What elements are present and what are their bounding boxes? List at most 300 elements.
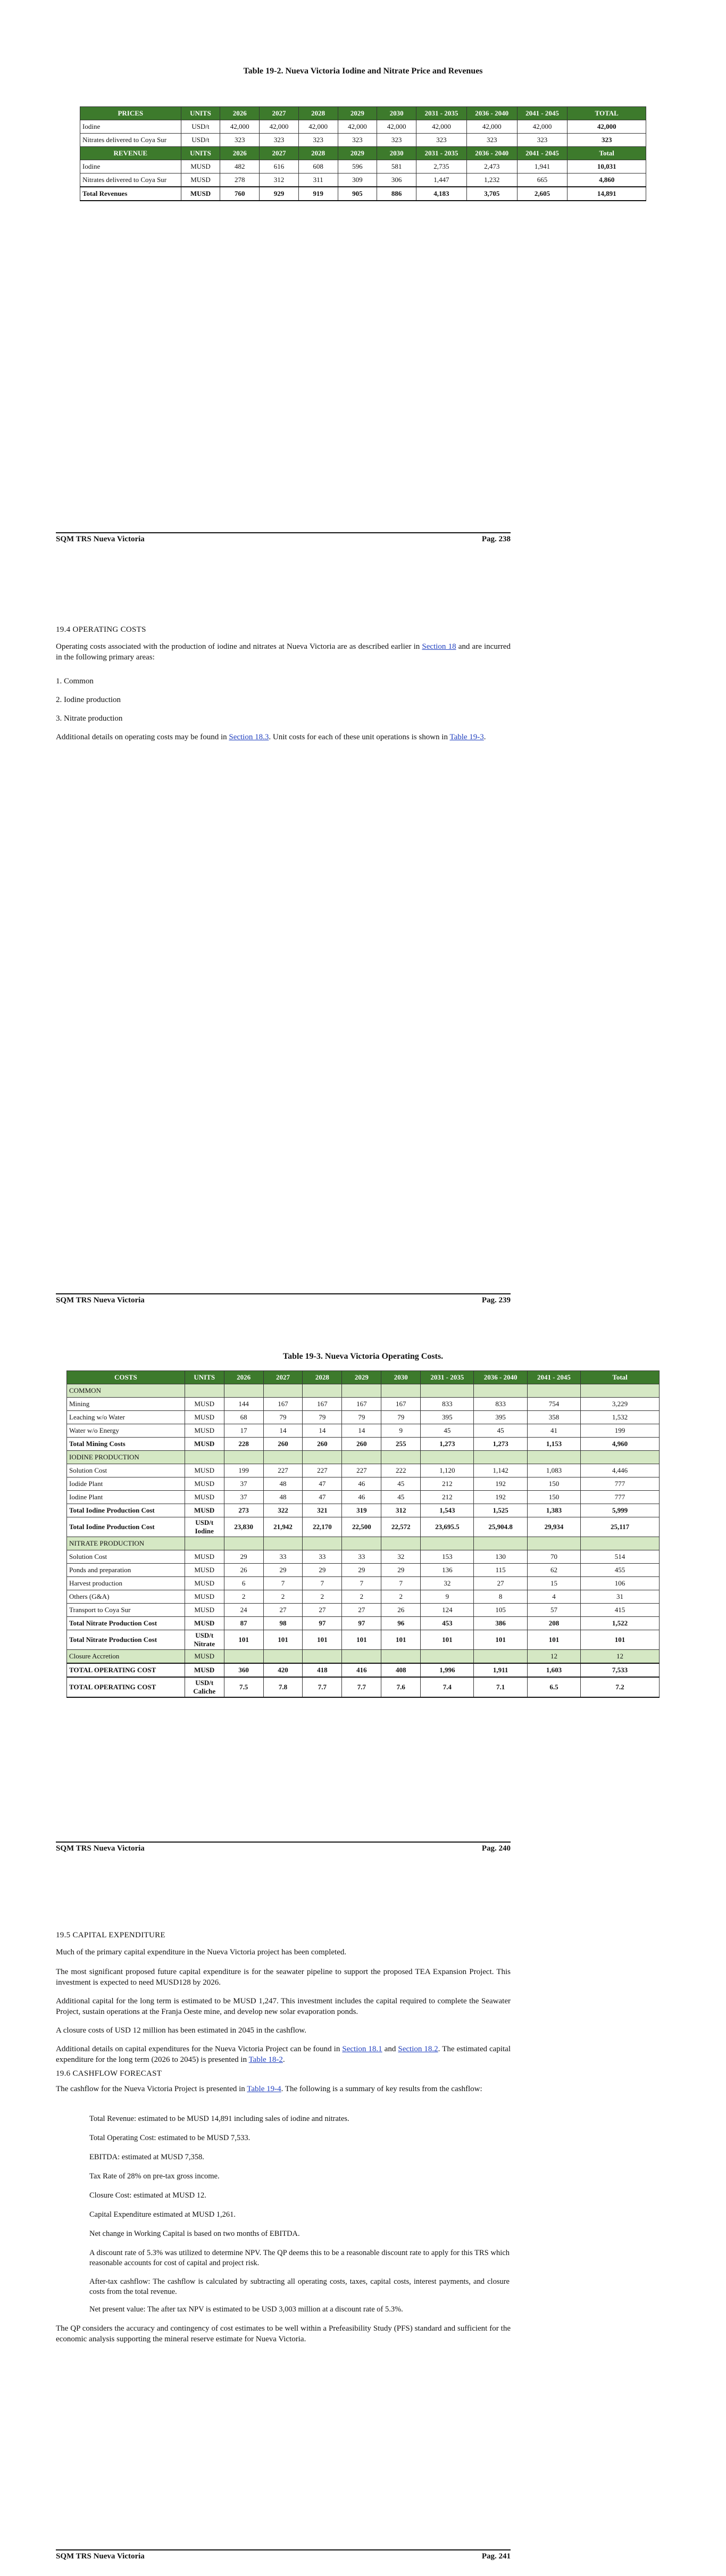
- value-cell: 42,000: [298, 120, 338, 134]
- value-cell: [474, 1650, 527, 1664]
- value-cell: 2029: [338, 147, 377, 160]
- value-cell: 777: [581, 1491, 660, 1504]
- value-cell: 514: [581, 1550, 660, 1564]
- value-cell: 4: [527, 1590, 580, 1604]
- section-row: [67, 1451, 660, 1464]
- value-cell: 33: [263, 1550, 303, 1564]
- empty-cell: [474, 1384, 527, 1398]
- value-cell: 57: [527, 1604, 580, 1617]
- value-cell: 47: [303, 1477, 342, 1491]
- table-19-3-link[interactable]: Table 19-3: [449, 733, 484, 741]
- value-cell: 144: [224, 1398, 263, 1411]
- capex-para-4: A closure costs of USD 12 million has been estimated in 2045 in the cashflow.: [56, 2026, 307, 2035]
- value-cell: 115: [474, 1564, 527, 1577]
- footer-page-number: Pag. 239: [481, 1296, 511, 1304]
- value-cell: 1,383: [527, 1504, 580, 1517]
- subtotal-row: [67, 1438, 660, 1451]
- value-cell: 101: [342, 1630, 381, 1650]
- value-cell: 97: [342, 1617, 381, 1630]
- value-cell: 29: [342, 1564, 381, 1577]
- empty-cell: [581, 1384, 660, 1398]
- value-cell: 7.6: [381, 1677, 421, 1697]
- value-cell: 25,904.8: [474, 1517, 527, 1537]
- value-cell: 37: [224, 1491, 263, 1504]
- empty-cell: [263, 1451, 303, 1464]
- closure-row: [67, 1650, 660, 1664]
- value-cell: 37: [224, 1477, 263, 1491]
- value-cell: 33: [303, 1550, 342, 1564]
- capex-para-3: Additional capital for the long term is estimated to be MUSD 1,247. This investment includes the capital required to complete the Seawater Project, sustain operations at the Franja Oeste mine, and develop new solar evaporation ponds.: [56, 1997, 511, 2016]
- value-cell: 260: [342, 1438, 381, 1451]
- section-18-2-link[interactable]: Section 18.2: [398, 2045, 438, 2053]
- value-cell: [303, 1650, 342, 1664]
- empty-cell: [421, 1451, 474, 1464]
- value-cell: 7: [303, 1577, 342, 1590]
- value-cell: 360: [224, 1663, 263, 1677]
- empty-cell: [263, 1537, 303, 1550]
- value-cell: 101: [527, 1630, 580, 1650]
- empty-cell: [381, 1384, 421, 1398]
- value-cell: 14: [263, 1424, 303, 1438]
- value-cell: 2030: [377, 147, 416, 160]
- value-cell: 2028: [303, 1371, 342, 1384]
- empty-cell: [381, 1451, 421, 1464]
- value-cell: 2026: [220, 147, 260, 160]
- value-cell: 32: [421, 1577, 474, 1590]
- table-18-2-link[interactable]: Table 18-2: [248, 2055, 283, 2064]
- value-cell: 2031 - 2035: [416, 147, 467, 160]
- value-cell: 905: [338, 187, 377, 201]
- cost-row: [67, 1491, 660, 1504]
- empty-cell: [263, 1384, 303, 1398]
- row-label-cell: Harvest production: [67, 1577, 185, 1590]
- value-cell: 14: [303, 1424, 342, 1438]
- value-cell: 2026: [220, 107, 260, 120]
- revenue-header-row: [80, 147, 646, 160]
- value-cell: 12: [581, 1650, 660, 1664]
- value-cell: 415: [581, 1604, 660, 1617]
- value-cell: UNITS: [185, 1371, 224, 1384]
- value-cell: 153: [421, 1550, 474, 1564]
- value-cell: UNITS: [181, 107, 220, 120]
- value-cell: 2029: [338, 107, 377, 120]
- value-cell: 1,447: [416, 174, 467, 187]
- price-revenue-table: [80, 106, 646, 201]
- section-19-4-heading: 19.4 OPERATING COSTS: [56, 625, 146, 634]
- page-footer: [56, 532, 511, 544]
- value-cell: 2031 - 2035: [421, 1371, 474, 1384]
- value-cell: MUSD: [185, 1491, 224, 1504]
- row-label-cell: Total Revenues: [80, 187, 181, 201]
- value-cell: 323: [466, 134, 517, 147]
- value-cell: MUSD: [185, 1464, 224, 1477]
- value-cell: MUSD: [185, 1650, 224, 1664]
- value-cell: 323: [260, 134, 299, 147]
- cashflow-bullet: A discount rate of 5.3% was utilized to determine NPV. The QP deems this to be a reasonable discount rate to apply for this TRS which reasonable accounts for cost of capital and project risk.: [89, 2249, 510, 2267]
- value-cell: 2041 - 2045: [517, 147, 568, 160]
- value-cell: 14: [342, 1424, 381, 1438]
- subtotal-row: [67, 1504, 660, 1517]
- value-cell: 167: [342, 1398, 381, 1411]
- row-label-cell: Iodine: [80, 160, 181, 174]
- row-label-cell: Iodine: [80, 120, 181, 134]
- value-cell: 45: [421, 1424, 474, 1438]
- value-cell: 929: [260, 187, 299, 201]
- value-cell: 358: [527, 1411, 580, 1424]
- value-cell: 306: [377, 174, 416, 187]
- value-cell: 2036 - 2040: [466, 147, 517, 160]
- row-label-cell: Water w/o Energy: [67, 1424, 185, 1438]
- value-cell: 4,446: [581, 1464, 660, 1477]
- value-cell: 29: [224, 1550, 263, 1564]
- value-cell: 2027: [260, 107, 299, 120]
- value-cell: MUSD: [185, 1604, 224, 1617]
- value-cell: 1,083: [527, 1464, 580, 1477]
- table-19-4-link[interactable]: Table 19-4: [247, 2085, 281, 2093]
- value-cell: 79: [263, 1411, 303, 1424]
- empty-cell: [185, 1384, 224, 1398]
- section-row: [67, 1537, 660, 1550]
- value-cell: MUSD: [185, 1577, 224, 1590]
- row-label-cell: Solution Cost: [67, 1464, 185, 1477]
- value-cell: 7.8: [263, 1677, 303, 1697]
- value-cell: 386: [474, 1617, 527, 1630]
- value-cell: 7.4: [421, 1677, 474, 1697]
- value-cell: MUSD: [185, 1590, 224, 1604]
- page-238: [0, 0, 726, 559]
- value-cell: 1,543: [421, 1504, 474, 1517]
- cashflow-bullet: Tax Rate of 28% on pre-tax gross income.: [89, 2172, 220, 2181]
- value-cell: MUSD: [185, 1424, 224, 1438]
- value-cell: 5,999: [581, 1504, 660, 1517]
- value-cell: Total: [581, 1371, 660, 1384]
- value-cell: TOTAL: [568, 107, 646, 120]
- value-cell: 101: [581, 1630, 660, 1650]
- value-cell: 101: [381, 1630, 421, 1650]
- value-cell: 105: [474, 1604, 527, 1617]
- value-cell: 1,232: [466, 174, 517, 187]
- value-cell: 581: [377, 160, 416, 174]
- cost-row: [67, 1464, 660, 1477]
- empty-cell: [185, 1537, 224, 1550]
- value-cell: 273: [224, 1504, 263, 1517]
- value-cell: 27: [474, 1577, 527, 1590]
- value-cell: 27: [303, 1604, 342, 1617]
- empty-cell: [224, 1384, 263, 1398]
- value-cell: 2: [224, 1590, 263, 1604]
- row-label-cell: Mining: [67, 1398, 185, 1411]
- value-cell: 886: [377, 187, 416, 201]
- value-cell: 150: [527, 1477, 580, 1491]
- value-cell: 79: [303, 1411, 342, 1424]
- cashflow-bullet: Total Operating Cost: estimated to be MUSD 7,533.: [89, 2134, 251, 2142]
- value-cell: 1,532: [581, 1411, 660, 1424]
- value-cell: 7.7: [303, 1677, 342, 1697]
- section-label-cell: COMMON: [67, 1384, 185, 1398]
- value-cell: 1,273: [474, 1438, 527, 1451]
- footer-doc-name: SQM TRS Nueva Victoria: [56, 1296, 145, 1304]
- empty-cell: [527, 1384, 580, 1398]
- value-cell: 33: [342, 1550, 381, 1564]
- revenue-row: [80, 160, 646, 174]
- value-cell: 7,533: [581, 1663, 660, 1677]
- footer-page-number: Pag. 238: [481, 535, 511, 543]
- value-cell: 23,695.5: [421, 1517, 474, 1537]
- value-cell: 23,830: [224, 1517, 263, 1537]
- value-cell: 2036 - 2040: [474, 1371, 527, 1384]
- value-cell: 455: [581, 1564, 660, 1577]
- row-label-cell: Others (G&A): [67, 1590, 185, 1604]
- value-cell: 323: [416, 134, 467, 147]
- value-cell: 2: [342, 1590, 381, 1604]
- empty-cell: [527, 1451, 580, 1464]
- value-cell: 101: [303, 1630, 342, 1650]
- operating-costs-table: [66, 1370, 660, 1698]
- subtotal-row: [67, 1630, 660, 1650]
- row-label-cell: Iodine Plant: [67, 1491, 185, 1504]
- row-label-cell: Total Nitrate Production Cost: [67, 1630, 185, 1650]
- value-cell: MUSD: [181, 160, 220, 174]
- cost-row: [67, 1411, 660, 1424]
- section-18-3-link[interactable]: Section 18.3: [229, 733, 269, 741]
- section-label-cell: IODINE PRODUCTION: [67, 1451, 185, 1464]
- value-cell: 46: [342, 1477, 381, 1491]
- empty-cell: [421, 1384, 474, 1398]
- row-label-cell: Solution Cost: [67, 1550, 185, 1564]
- value-cell: 322: [263, 1504, 303, 1517]
- value-cell: 1,996: [421, 1663, 474, 1677]
- value-cell: 1,142: [474, 1464, 527, 1477]
- value-cell: 760: [220, 187, 260, 201]
- value-cell: 222: [381, 1464, 421, 1477]
- empty-cell: [224, 1451, 263, 1464]
- value-cell: 17: [224, 1424, 263, 1438]
- value-cell: 42,000: [220, 120, 260, 134]
- value-cell: 754: [527, 1398, 580, 1411]
- total-revenue-row: [80, 187, 646, 201]
- value-cell: 212: [421, 1477, 474, 1491]
- value-cell: 833: [474, 1398, 527, 1411]
- value-cell: 101: [224, 1630, 263, 1650]
- capex-para-2: The most significant proposed future capital expenditure is for the seawater pipeline to support the proposed TEA Expansion Project. This investment is expected to need MUSD128 by 2026.: [56, 1968, 511, 1987]
- value-cell: 15: [527, 1577, 580, 1590]
- empty-cell: [474, 1451, 527, 1464]
- value-cell: 278: [220, 174, 260, 187]
- cost-row: [67, 1564, 660, 1577]
- value-cell: 29,934: [527, 1517, 580, 1537]
- value-cell: USD/t Caliche: [185, 1677, 224, 1697]
- value-cell: 167: [263, 1398, 303, 1411]
- value-cell: 208: [527, 1617, 580, 1630]
- value-cell: 42,000: [568, 120, 646, 134]
- value-cell: 312: [260, 174, 299, 187]
- value-cell: 9: [421, 1590, 474, 1604]
- value-cell: 2027: [260, 147, 299, 160]
- value-cell: 29: [381, 1564, 421, 1577]
- value-cell: 1,273: [421, 1438, 474, 1451]
- value-cell: 1,525: [474, 1504, 527, 1517]
- value-cell: [224, 1650, 263, 1664]
- value-cell: 41: [527, 1424, 580, 1438]
- value-cell: MUSD: [181, 174, 220, 187]
- value-cell: 7.2: [581, 1677, 660, 1697]
- value-cell: 2: [303, 1590, 342, 1604]
- value-cell: 608: [298, 160, 338, 174]
- page-239: [0, 559, 726, 1320]
- value-cell: 192: [474, 1491, 527, 1504]
- price-row: [80, 120, 646, 134]
- empty-cell: [303, 1451, 342, 1464]
- value-cell: 101: [421, 1630, 474, 1650]
- operating-costs-intro: Operating costs associated with the production of iodine and nitrates at Nueva Victoria are as described earlier in Section 18 and are incurred in the following primary areas:: [56, 642, 511, 662]
- value-cell: USD/t Iodine: [185, 1517, 224, 1537]
- row-label-cell: Transport to Coya Sur: [67, 1604, 185, 1617]
- value-cell: 311: [298, 174, 338, 187]
- section-row: [67, 1384, 660, 1398]
- value-cell: 48: [263, 1477, 303, 1491]
- value-cell: MUSD: [185, 1564, 224, 1577]
- value-cell: 323: [220, 134, 260, 147]
- value-cell: UNITS: [181, 147, 220, 160]
- row-label-cell: Leaching w/o Water: [67, 1411, 185, 1424]
- total-operating-cost-row: [67, 1663, 660, 1677]
- value-cell: 2028: [298, 147, 338, 160]
- value-cell: 9: [381, 1424, 421, 1438]
- value-cell: 323: [298, 134, 338, 147]
- value-cell: 1,911: [474, 1663, 527, 1677]
- value-cell: MUSD: [185, 1411, 224, 1424]
- value-cell: 2036 - 2040: [466, 107, 517, 120]
- row-label-cell: REVENUE: [80, 147, 181, 160]
- price-row: [80, 134, 646, 147]
- value-cell: 32: [381, 1550, 421, 1564]
- value-cell: 309: [338, 174, 377, 187]
- value-cell: 2041 - 2045: [517, 107, 568, 120]
- value-cell: 1,522: [581, 1617, 660, 1630]
- cashflow-bullet: Total Revenue: estimated to be MUSD 14,891 including sales of iodine and nitrates.: [89, 2115, 349, 2123]
- value-cell: MUSD: [185, 1504, 224, 1517]
- value-cell: 833: [421, 1398, 474, 1411]
- value-cell: 27: [342, 1604, 381, 1617]
- page-240: [0, 1320, 726, 1868]
- value-cell: [342, 1650, 381, 1664]
- value-cell: 70: [527, 1550, 580, 1564]
- value-cell: MUSD: [185, 1550, 224, 1564]
- total-operating-cost-row: [67, 1677, 660, 1697]
- value-cell: 4,960: [581, 1438, 660, 1451]
- footer-doc-name: SQM TRS Nueva Victoria: [56, 2552, 145, 2561]
- section-18-link[interactable]: Section 18: [422, 642, 456, 651]
- value-cell: 79: [342, 1411, 381, 1424]
- value-cell: 416: [342, 1663, 381, 1677]
- row-label-cell: Ponds and preparation: [67, 1564, 185, 1577]
- cost-area-item: 1. Common: [56, 677, 94, 686]
- value-cell: 4,860: [568, 174, 646, 187]
- value-cell: MUSD: [185, 1617, 224, 1630]
- cashflow-bullet: Net change in Working Capital is based on two months of EBITDA.: [89, 2230, 300, 2238]
- page-footer: [56, 2549, 511, 2561]
- value-cell: 150: [527, 1491, 580, 1504]
- value-cell: 167: [303, 1398, 342, 1411]
- value-cell: USD/t Nitrate: [185, 1630, 224, 1650]
- value-cell: 2,735: [416, 160, 467, 174]
- value-cell: 6: [224, 1577, 263, 1590]
- value-cell: 7.1: [474, 1677, 527, 1697]
- row-label-cell: TOTAL OPERATING COST: [67, 1677, 185, 1697]
- empty-cell: [527, 1537, 580, 1550]
- value-cell: 47: [303, 1491, 342, 1504]
- value-cell: 45: [381, 1491, 421, 1504]
- value-cell: 12: [527, 1650, 580, 1664]
- value-cell: 7: [263, 1577, 303, 1590]
- value-cell: 227: [342, 1464, 381, 1477]
- value-cell: Total: [568, 147, 646, 160]
- empty-cell: [224, 1537, 263, 1550]
- value-cell: 2026: [224, 1371, 263, 1384]
- value-cell: 2,473: [466, 160, 517, 174]
- value-cell: USD/t: [181, 134, 220, 147]
- page-footer: [56, 1293, 511, 1305]
- value-cell: 418: [303, 1663, 342, 1677]
- value-cell: 7.5: [224, 1677, 263, 1697]
- value-cell: 1,120: [421, 1464, 474, 1477]
- empty-cell: [342, 1537, 381, 1550]
- page-241: [0, 1868, 726, 2576]
- value-cell: 4,183: [416, 187, 467, 201]
- value-cell: 101: [474, 1630, 527, 1650]
- value-cell: 1,941: [517, 160, 568, 174]
- value-cell: 48: [263, 1491, 303, 1504]
- value-cell: 45: [381, 1477, 421, 1491]
- value-cell: 2028: [298, 107, 338, 120]
- empty-cell: [381, 1537, 421, 1550]
- value-cell: 312: [381, 1504, 421, 1517]
- value-cell: 7: [342, 1577, 381, 1590]
- empty-cell: [303, 1537, 342, 1550]
- cost-row: [67, 1590, 660, 1604]
- cost-row: [67, 1424, 660, 1438]
- value-cell: 97: [303, 1617, 342, 1630]
- cost-row: [67, 1550, 660, 1564]
- value-cell: 395: [474, 1411, 527, 1424]
- empty-cell: [421, 1537, 474, 1550]
- subtotal-row: [67, 1617, 660, 1630]
- value-cell: 319: [342, 1504, 381, 1517]
- value-cell: 42,000: [377, 120, 416, 134]
- value-cell: 46: [342, 1491, 381, 1504]
- value-cell: 79: [381, 1411, 421, 1424]
- value-cell: 31: [581, 1590, 660, 1604]
- section-18-1-link[interactable]: Section 18.1: [342, 2045, 382, 2053]
- value-cell: 1,153: [527, 1438, 580, 1451]
- value-cell: 2030: [381, 1371, 421, 1384]
- value-cell: 1,603: [527, 1663, 580, 1677]
- row-label-cell: Closure Accretion: [67, 1650, 185, 1664]
- value-cell: 323: [377, 134, 416, 147]
- value-cell: 26: [381, 1604, 421, 1617]
- value-cell: 22,170: [303, 1517, 342, 1537]
- capex-para-5: Additional details on capital expenditures for the Nueva Victoria Project can be found in Section 18.1 and Section 18.2. The estimated capital expenditure for the long term (2026 to 2045) is presented in Table 18-2.: [56, 2045, 511, 2064]
- cashflow-bullet: Closure Cost: estimated at MUSD 12.: [89, 2191, 206, 2200]
- value-cell: 22,572: [381, 1517, 421, 1537]
- value-cell: 323: [568, 134, 646, 147]
- value-cell: 482: [220, 160, 260, 174]
- cashflow-bullet: EBITDA: estimated at MUSD 7,358.: [89, 2153, 204, 2161]
- value-cell: 227: [263, 1464, 303, 1477]
- value-cell: 42,000: [416, 120, 467, 134]
- footer-page-number: Pag. 240: [481, 1844, 511, 1853]
- section-label-cell: NITRATE PRODUCTION: [67, 1537, 185, 1550]
